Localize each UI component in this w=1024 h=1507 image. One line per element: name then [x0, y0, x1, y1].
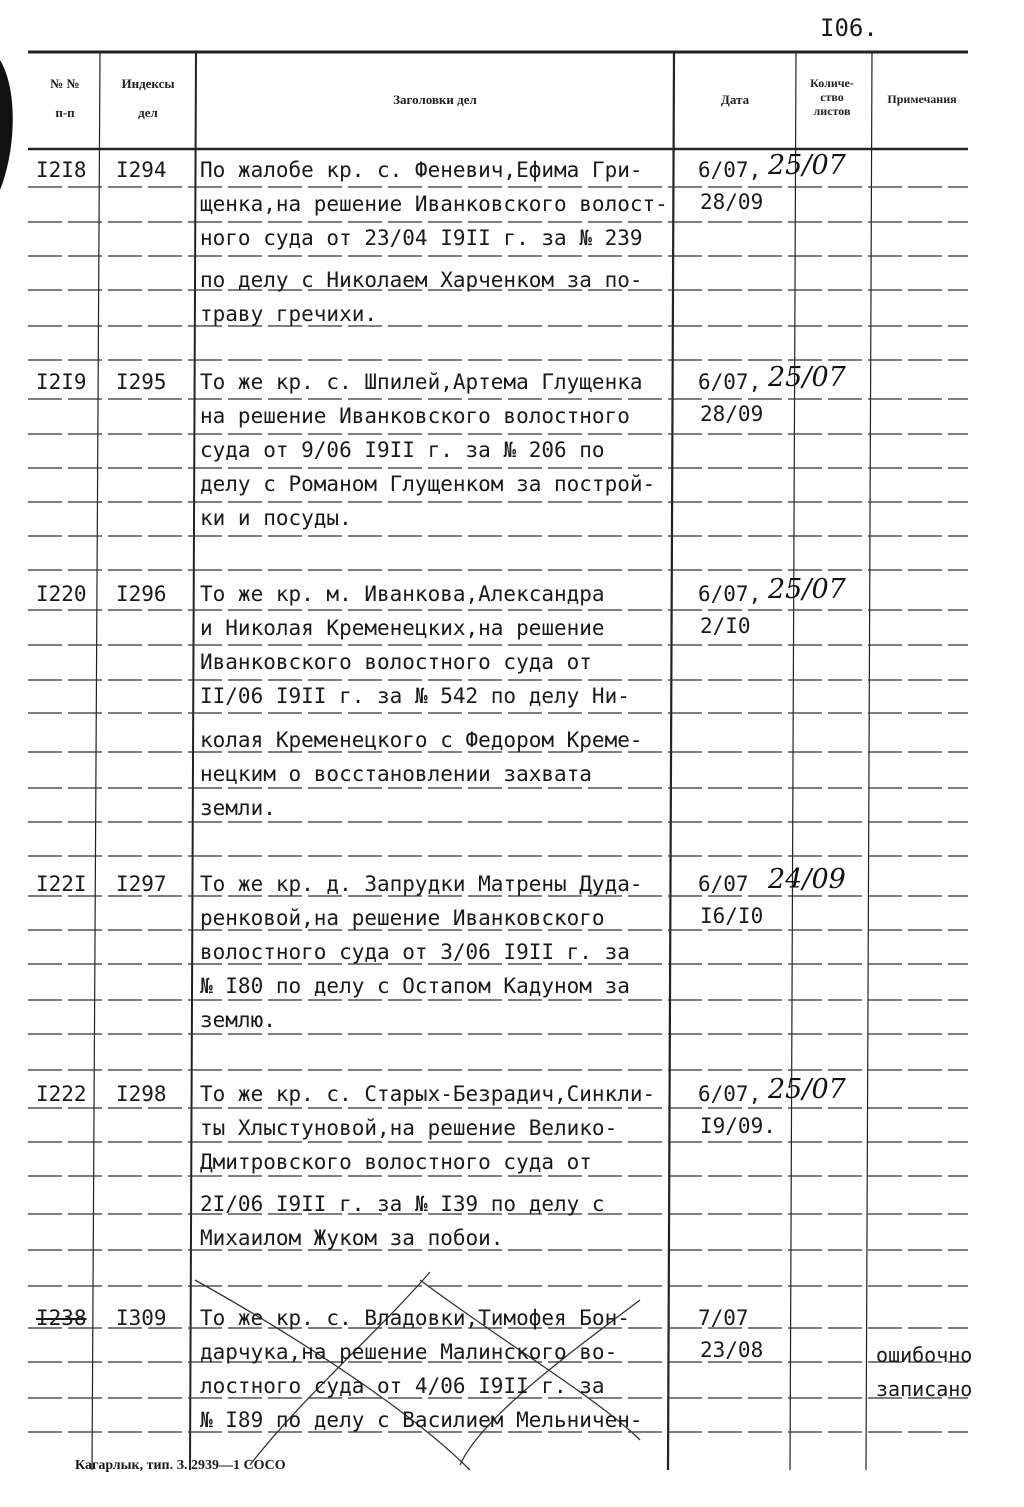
entry-title-line: То же кр. с. Владовки,Тимофея Бон-	[200, 1306, 630, 1330]
entry-sheet-count-handwritten: 25/07	[768, 574, 846, 605]
entry-number: I2I9	[36, 370, 87, 394]
entry-title-line: 2I/06 I9II г. за № I39 по делу с	[200, 1192, 605, 1216]
printer-imprint: Кагарлык, тип. З. 2939—1 СОСО	[75, 1458, 286, 1473]
entry-date-start: 6/07	[698, 872, 749, 896]
entry-sheet-count-handwritten: 25/07	[768, 362, 846, 393]
entry-index: I294	[116, 158, 167, 182]
entry-title-line: № I89 по делу с Василием Мельничен-	[200, 1408, 643, 1432]
entry-title-line: по делу с Николаем Харченком за по-	[200, 268, 643, 292]
entry-date-end: 2/I0	[700, 614, 751, 638]
entry-title-line: земли.	[200, 796, 276, 820]
entry-date-end: 23/08	[700, 1338, 764, 1362]
entry-sheet-count-handwritten: 25/07	[768, 1074, 846, 1105]
entry-title-line: Михаилом Жуком за побои.	[200, 1226, 504, 1250]
entry-title-line: ки и посуды.	[200, 506, 352, 530]
entry-index: I298	[116, 1082, 167, 1106]
entry-title-line: лостного суда от 4/06 I9II г. за	[200, 1374, 605, 1398]
entry-title-line: ты Хлыстуновой,на решение Велико-	[200, 1116, 618, 1140]
entry-date-end: 28/09	[700, 402, 764, 426]
entry-date-start: 6/07,	[698, 582, 762, 606]
header-notes: Примечания	[887, 92, 957, 106]
entry-title-line: дарчука,на решение Малинского во-	[200, 1340, 618, 1364]
entry-date-start: 6/07,	[698, 370, 762, 394]
entry-title-line: По жалобе кр. с. Феневич,Ефима Гри-	[200, 158, 643, 182]
entry-index: I296	[116, 582, 167, 606]
entry-title-line: № I80 по делу с Остапом Кадуном за	[200, 974, 630, 998]
entry-title-line: ренковой,на решение Иванковского	[200, 906, 605, 930]
entry-number: I220	[36, 582, 87, 606]
entry-date-end: I6/I0	[700, 904, 764, 928]
entry-title-line: на решение Иванковского волостного	[200, 404, 630, 428]
entry-number: I238	[36, 1306, 87, 1330]
entry-title-line: Иванковского волостного суда от	[200, 650, 592, 674]
margin-ink-mark	[0, 60, 18, 190]
page-number: I06.	[820, 14, 878, 42]
entry-title-line: То же кр. с. Старых-Безрадич,Синкли-	[200, 1082, 656, 1106]
entry-number: I222	[36, 1082, 87, 1106]
entry-title-line: II/06 I9II г. за № 542 по делу Ни-	[200, 684, 630, 708]
entry-date-start: 6/07,	[698, 158, 762, 182]
entry-date-start: 7/07	[698, 1306, 749, 1330]
entry-title-line: траву гречихи.	[200, 302, 378, 326]
entry-number: I22I	[36, 872, 87, 896]
entry-title-line: Дмитровского волостного суда от	[200, 1150, 592, 1174]
entry-index: I297	[116, 872, 167, 896]
entry-title-line: землю.	[200, 1008, 276, 1032]
header-date: Дата	[720, 92, 750, 107]
entry-date-start: 6/07,	[698, 1082, 762, 1106]
entry-note: ошибочно записано	[876, 1343, 973, 1401]
entry-title-line: ного суда от 23/04 I9II г. за № 239	[200, 226, 643, 250]
entry-date-end: I9/09.	[700, 1114, 776, 1138]
entry-index: I295	[116, 370, 167, 394]
entry-title-line: волостного суда от 3/06 I9II г. за	[200, 940, 630, 964]
entry-title-line: делу с Романом Глущенком за построй-	[200, 472, 656, 496]
entry-title-line: и Николая Кременецких,на решение	[200, 616, 605, 640]
entry-title-line: суда от 9/06 I9II г. за № 206 по	[200, 438, 605, 462]
entry-title-line: нецким о восстановлении захвата	[200, 762, 592, 786]
entry-title-line: То же кр. д. Запрудки Матрены Дуда-	[200, 872, 643, 896]
header-sheets: Количе- ство листов	[810, 76, 854, 118]
entry-sheet-count-handwritten: 25/07	[768, 150, 846, 181]
entry-number: I2I8	[36, 158, 87, 182]
entry-title-line: То же кр. с. Шпилей,Артема Глущенка	[200, 370, 643, 394]
entry-title-line: щенка,на решение Иванковского волост-	[200, 192, 668, 216]
entry-sheet-count-handwritten: 24/09	[768, 864, 846, 895]
entry-title-line: То же кр. м. Иванкова,Александра	[200, 582, 605, 606]
entry-title-line: колая Кременецкого с Федором Креме-	[200, 728, 643, 752]
header-index: Индексы дел	[121, 76, 175, 120]
entry-date-end: 28/09	[700, 190, 764, 214]
header-title: Заголовки дел	[393, 92, 477, 107]
header-num: № № п-п	[50, 76, 80, 120]
entry-index: I309	[116, 1306, 167, 1330]
